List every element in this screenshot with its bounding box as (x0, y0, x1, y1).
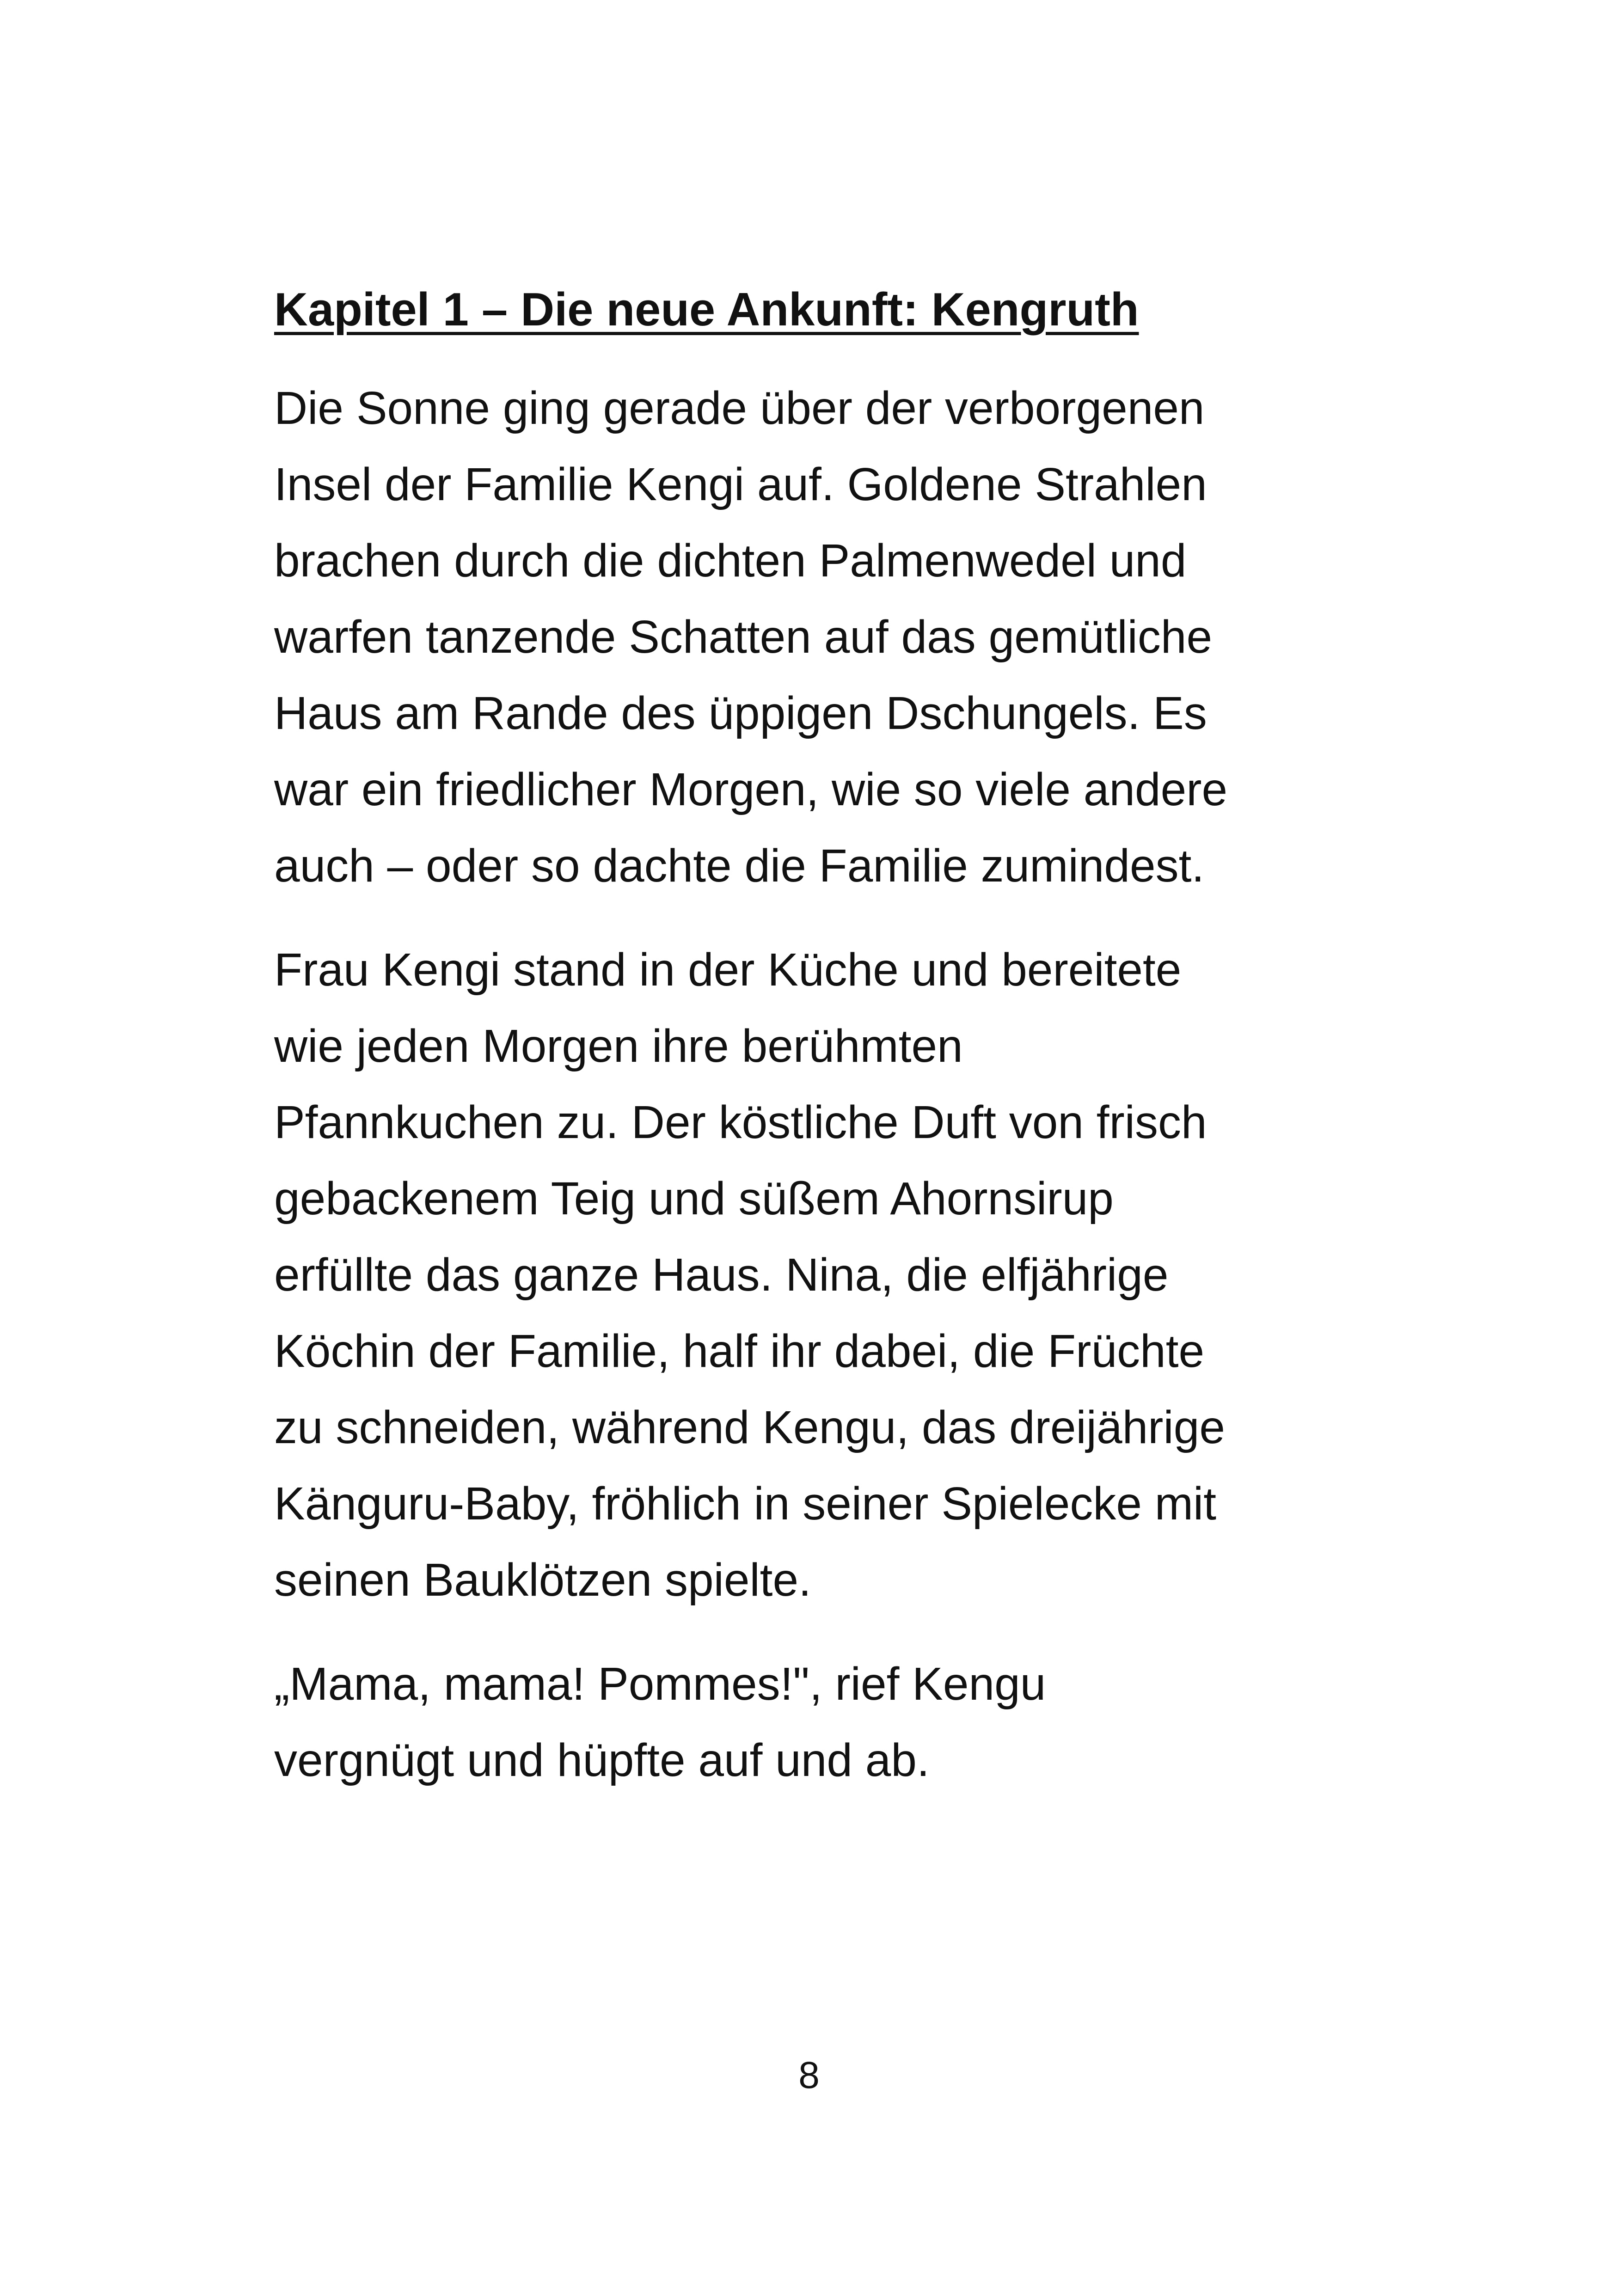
text-line: vergnügt und hüpfte auf und ab. (274, 1734, 930, 1786)
text-line: brachen durch die dichten Palmenwedel und (274, 535, 1187, 587)
chapter-title: Kapitel 1 – Die neue Ankunft: Kengruth (274, 284, 1139, 336)
text-line: Köchin der Familie, half ihr dabei, die Früchte (274, 1325, 1205, 1377)
text-line: wie jeden Morgen ihre berühmten (274, 1020, 963, 1072)
text-line: Känguru-Baby, fröhlich in seiner Spielecke mit (274, 1478, 1217, 1530)
text-line: warfen tanzende Schatten auf das gemütliche (274, 611, 1213, 663)
text-line: auch – oder so dachte die Familie zumindest. (274, 840, 1205, 892)
text-line: erfüllte das ganze Haus. Nina, die elfjährige (274, 1249, 1169, 1301)
text-line: „Mama, mama! Pommes!", rief Kengu (274, 1658, 1046, 1710)
text-line: Haus am Rande des üppigen Dschungels. Es (274, 687, 1207, 739)
page-number: 8 (798, 2054, 820, 2096)
page-content (274, 275, 1356, 1826)
text-line: Pfannkuchen zu. Der köstliche Duft von frisch (274, 1096, 1207, 1148)
text-line: war ein friedlicher Morgen, wie so viele andere (274, 764, 1228, 815)
text-line: Die Sonne ging gerade über der verborgenen (274, 382, 1205, 434)
text-line: zu schneiden, während Kengu, das dreijährige (274, 1402, 1225, 1453)
text-line: seinen Bauklötzen spielte. (274, 1554, 811, 1606)
paragraph-2 (274, 932, 1356, 1618)
paragraph-1 (274, 370, 1356, 904)
text-line: gebackenem Teig und süßem Ahornsirup (274, 1173, 1114, 1225)
text-line: Insel der Familie Kengi auf. Goldene Strahlen (274, 459, 1207, 510)
paragraph-3 (274, 1646, 1356, 1799)
text-line: Frau Kengi stand in der Küche und bereitete (274, 944, 1182, 996)
